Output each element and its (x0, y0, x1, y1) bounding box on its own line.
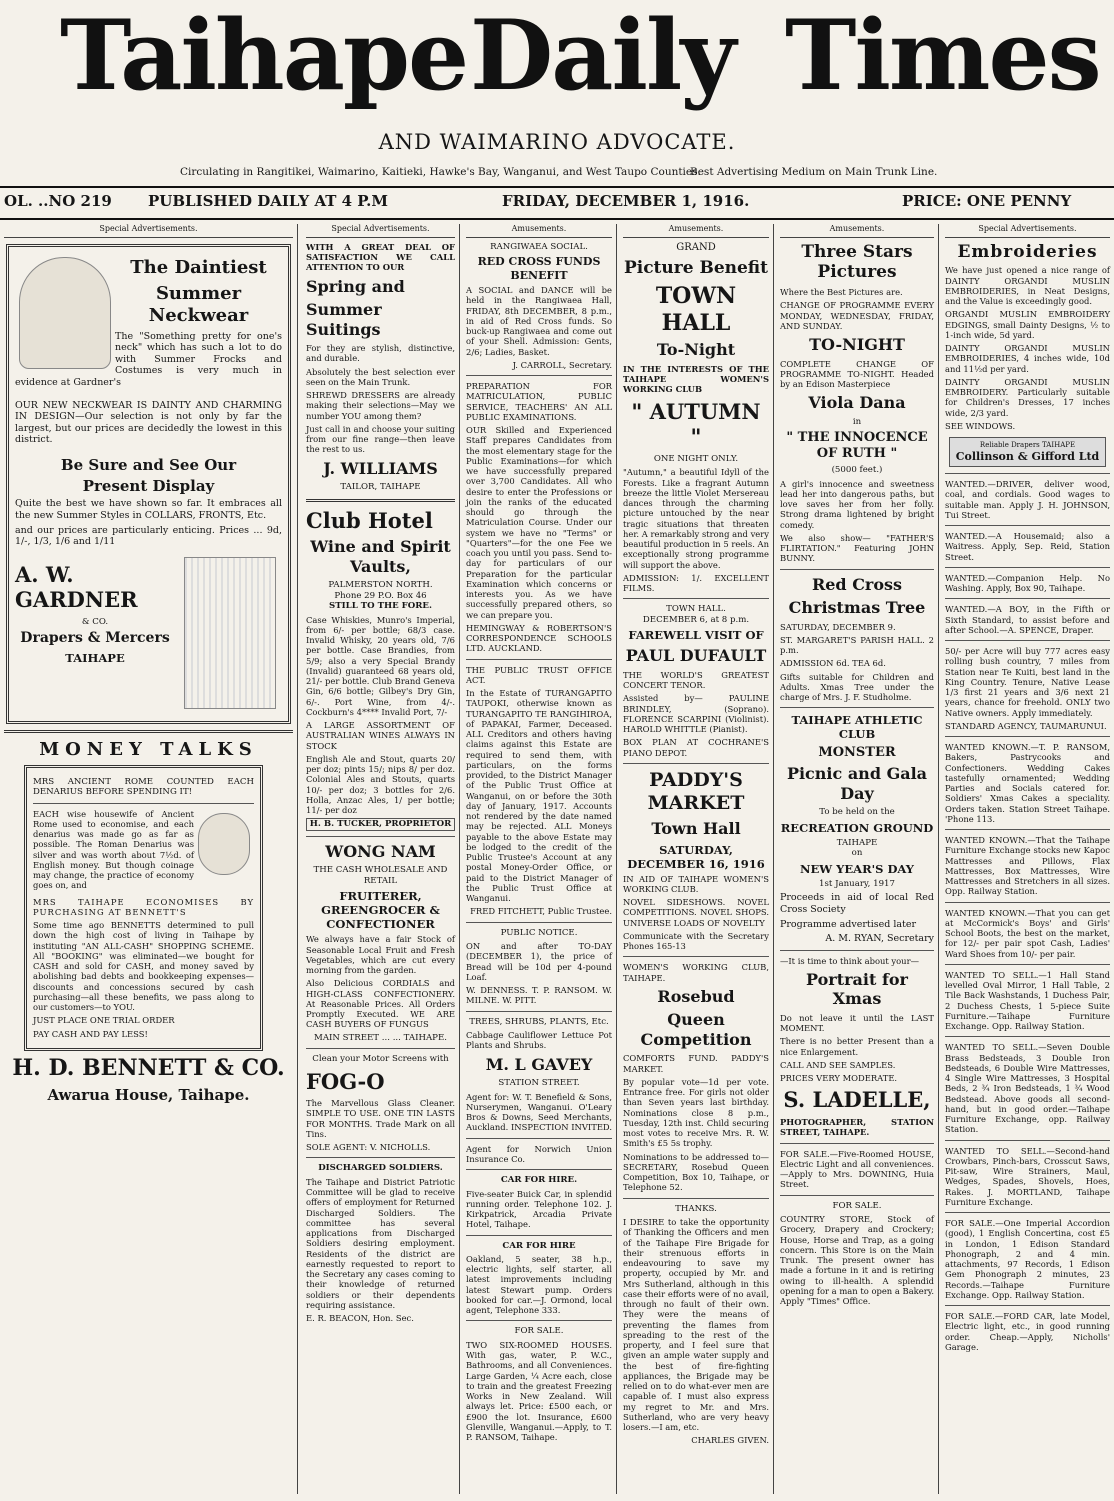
embroideries-heading: Embroideries (957, 241, 1098, 262)
for-sale-ford: FOR SALE.—FORD CAR, late Model, Electric light, etc., in good running order. Cheap.—Apply, Nicholls' Garage. (945, 1311, 1110, 1352)
innocence-heading: " THE INNOCENCE OF RUTH " (786, 430, 928, 462)
rule (466, 1169, 612, 1170)
wanted-sell-tools: WANTED TO SELL.—Second-hand Crowbars, Pinch-bars, Crosscut Saws, Pit-saw, Wire Strainers, Maul, Wedges, Spades, Shovels, Hoes, Rakes. J. MORTLAND, Taihape Furniture Exchange. (945, 1145, 1110, 1207)
fogo-heading: FOG-O (306, 1068, 385, 1094)
wanted-sell-beds: WANTED TO SELL.—Seven Double Brass Bedsteads, 3 Double Iron Bedsteads, 6 Double Wire Mattresses, 4 Single Wire Mattresses, 3 Hospital Beds, 2 ¾ Iron Bedsteads, 1 ¾ Wood Bedstead. Above goods all second-hand, but in good order.—Taihape Furniture Exchange, opp. Railway Station. (945, 1042, 1110, 1135)
prep-text: OUR Skilled and Experienced Staff prepares Candidates from the most elementary stage for the Public Examinations—for which we have successfully prepared over 3,700 Candidates. All who desire to enter the Professions or join the ranks of the educated should go through the Matriculation Course. Under our system we have no "Terms" or "Quarters"—for the one Fee we coach you until you pass. Send to-day for particulars of our Preparation for the particular Examination which concerns or interests you. As we have successfully prepared others, so we can prepare you. (466, 425, 612, 620)
column-heading: Amusements. (466, 224, 612, 238)
emb-text-4: DAINTY ORGANDI MUSLIN EMBROIDERY. Particularly suitable for Children's Dresses, 17 inches wide, 2/3 yard. (945, 376, 1110, 418)
ryan-sig: A. M. RYAN, Secretary (825, 933, 934, 945)
new-year-heading: NEW YEAR'S DAY (799, 861, 914, 876)
rule (945, 1305, 1110, 1306)
summer-suitings-heading: Summer Suitings (306, 300, 382, 339)
rule (466, 1320, 612, 1321)
column-5 (776, 224, 939, 1494)
rule (466, 375, 612, 376)
rome-heading: MRS ANCIENT ROME COUNTED EACH DENARIUS BEFORE SPENDING IT! (33, 776, 254, 798)
main-street: MAIN STREET ... ... TAIHAPE. (314, 1032, 447, 1043)
rule (945, 567, 1110, 568)
gardner-ad (6, 244, 291, 724)
to-be-held: To be held on the (819, 807, 895, 818)
admission-text: ADMISSION 6d. TEA 6d. (780, 658, 886, 669)
notice-heading: PUBLIC NOTICE. (500, 927, 578, 938)
column-heading: Special Advertisements. (4, 224, 293, 238)
present-display-heading: Present Display (82, 477, 215, 496)
town-hall-3: Town Hall (651, 819, 741, 839)
trial-order: JUST PLACE ONE TRIAL ORDER (33, 1015, 175, 1026)
cabbage-text: Cabbage Cauliflower Lettuce Pot Plants and Shrubs. (466, 1030, 612, 1051)
logo-name: Collinson & Gifford Ltd (955, 449, 1100, 463)
rule (945, 473, 1110, 474)
wanted-known-ransom: WANTED KNOWN.—T. P. RANSOM, Bakers, Pastrycooks and Confectioners. Wedding Cakes tastefully ornamented; Wedding Parties and Socials catered for. Soldiers' Xmas Cakes a speciality. Orders taken. Station Street Taihape. 'Phone 113. (945, 742, 1110, 824)
rule (945, 1036, 1110, 1037)
discharged-text: The Taihape and District Patriotic Committee will be glad to receive offers of employment for Returned Discharged Soldiers. The committee has several applications from Discharged Soldiers desiring employment. Residents of the district are earnestly requested to report to the Secretary any cases coming to their knowledge of returned soldiers or their dependents requiring assistance. (306, 1176, 455, 1310)
car-hire-text: Five-seater Buick Car, in splendid running order. Telephone 102. J. Kirkpatrick, Arcadia Private Hotel, Taihape. (466, 1188, 612, 1230)
for-sale-accordion: FOR SALE.—One Imperial Accordion (good), 1 English Concertina, cost £5 in London, 1 Edison Standard Phonograph, 2 and 4 min. attachments, 97 Records, 1 Edison Gem Phonograph 2 minutes, 23 Records.—Taihape Furniture Exchange. Opp. Railway Station. (945, 1218, 1110, 1300)
acres-ad: 50/- per Acre will buy 777 acres easy rolling bush country, 7 miles from Station near Te Kuiti, best land in the King Country. Tenure, Native Lease 1/3 first 21 years and 3/6 next 21 years, chance for freehold. ONLY two Native owners. Apply immediately. (945, 646, 1110, 718)
st-margaret-text: ST. MARGARET'S PARISH HALL. 2 p.m. (780, 634, 934, 656)
rule (33, 803, 254, 804)
prep-heading: PREPARATION FOR MATRICULATION, PUBLIC SERVICE, TEACHERS' AN ALL PUBLIC EXAMINATIONS. (466, 381, 612, 422)
roman-lady-illustration (198, 813, 250, 875)
rule (306, 1048, 455, 1049)
jan1-text: 1st January, 1917 (819, 878, 895, 889)
thanks-text: I DESIRE to take the opportunity of Thanking the Officers and men of the Taihape Fire Brigade for their strenuous efforts in endeavouring to save my property, occupied by Mr. and Mrs Sutherland, although in this case their efforts were of no avail, through no fault of their own. They were the means of preventing the flames from spreading to the rest of the property, and I feel sure that given an ample water supply and the best of fire-fighting appliances, the Brigade may be relied on to do what-ever men are capable of. I must also express my regret to Mr. and Mrs. Sutherland, who are very heavy losers.—I am, etc. (623, 1217, 769, 1433)
portrait-heading: Portrait for Xmas (806, 969, 908, 1009)
gardner-co: & CO. (81, 616, 109, 627)
queen-heading: Queen Competition (640, 1010, 752, 1049)
shrewd-text: SHREWD DRESSERS are already making their selections—May we number YOU among them? (306, 390, 455, 421)
wanted-known-furniture: WANTED KNOWN.—That the Taihape Furniture Exchange stocks new Kapoc Mattresses and Pillows, Flax Mattresses, Box Mattresses, Wire Mattresses and Stretchers in all sizes. Opp. Railway Station. (945, 835, 1110, 897)
grand-text: GRAND (676, 241, 716, 253)
rule (306, 1157, 455, 1158)
price: PRICE: ONE PENNY (902, 192, 1072, 210)
just-call-text: Just call in and choose your suiting from our fine range—then leave the rest to us. (306, 423, 456, 455)
rome-text: EACH wise housewife of Ancient Rome used to economise, and each denarius was made go as far as possible. The Roman Denarius was silver and was worth about 7½d. of English money. But though coinage may change, the practice of economy goes on, and (33, 808, 194, 891)
where-text: Where the Best Pictures are. (780, 287, 903, 298)
fruit-text: We always have a fair Stock of Seasonable Local Fruit and Fresh Vegetables, which are cut every morning from the garden. (306, 934, 455, 976)
rule (945, 829, 1110, 830)
better-text: There is no better Present than a nice Enlargement. (780, 1036, 934, 1057)
carroll-sig: J. CARROLL, Secretary. (512, 359, 612, 370)
one-night-text: ONE NIGHT ONLY. (653, 453, 739, 464)
rule (780, 950, 934, 951)
for-sale-heading: FOR SALE. (514, 1326, 564, 1337)
red-cross-heading: Red Cross (811, 574, 903, 594)
best-medium-line: Best Advertising Medium on Main Trunk Line. (690, 166, 938, 178)
rule (945, 1140, 1110, 1141)
williams-name: J. WILLIAMS (323, 458, 438, 478)
quite-text: Quite the best we have shown so far. It embraces all the new Summer Styles in COLLARS, FRONTS, Etc. (15, 498, 282, 521)
monster-heading: MONSTER (818, 744, 896, 760)
rule (945, 525, 1110, 526)
autumn-text: "Autumn," a beautiful Idyll of the Forests. Like a fragrant Autumn breeze the little Violet Mersereau dances through the charming picture untouched by the near tragic situations that threaten her. A remarkably strong and very beautiful production in 5 reels. An exceptionally strong programme will support the above. (623, 467, 769, 570)
taihape-text: TAIHAPE (836, 837, 878, 848)
girls-text: A girl's innocence and sweetness lead her into dangerous paths, but love saves her from her folly. Strong drama lightened by bright comedy. (780, 478, 934, 530)
ladelle-heading: S. LADELLE, (783, 1087, 931, 1113)
proceeds-text: Proceeds in aid of local Red Cross Society (780, 892, 934, 915)
column-heading: Amusements. (780, 224, 934, 238)
for-sale-house: FOR SALE.—Five-Roomed HOUSE, Electric Light and all conveniences.—Apply to Mrs. DOWNING, Huia Street. (780, 1148, 934, 1190)
car-hire-heading: CAR FOR HIRE. (500, 1175, 578, 1186)
trees-heading: TREES, SHRUBS, PLANTS, Etc. (469, 1016, 609, 1027)
gavey-agent: Agent for: W. T. Benefield & Sons, Nurserymen, Wanganui. O'Leary Bros & Downs, Seed Merchants, Auckland. INSPECTION INVITED. (466, 1091, 613, 1133)
neckwear-title-2: Summer Neckwear (148, 282, 249, 326)
volume-number: OL. ..NO 219 (4, 192, 112, 210)
autumn-heading: " AUTUMN " (631, 398, 761, 450)
bennett-address: Awarua House, Taihape. (47, 1085, 250, 1104)
for-sale-heading: FOR SALE. (832, 1200, 882, 1211)
neckwear-text: The "Something pretty for one's neck" which has such a lot to do with Summer Frocks and Costumes is very much in evidence at Gardner's (15, 330, 282, 388)
rule (306, 836, 455, 837)
subtitle: AND WAIMARINO ADVOCATE. (378, 130, 736, 154)
gardner-name: A. W. GARDNER (15, 561, 138, 613)
fruiterer-heading: FRUITERER, GREENGROCER & CONFECTIONER (321, 889, 440, 932)
column-6 (941, 224, 1114, 1494)
popular-vote-text: By popular vote—1d per vote. Entrance free. For girls not older than Seven years last birthday. Nominations close 8 p.m., Tuesday, 12th inst. Child securing most votes to receive Mrs. R. W. Smith's £5 5s trophy. (623, 1076, 769, 1149)
aid-text: IN AID OF TAIHAPE WOMEN'S WORKING CLUB. (623, 873, 769, 894)
red-cross-benefit-heading: RED CROSS FUNDS BENEFIT (477, 255, 601, 282)
wanted-sell-hall: WANTED TO SELL.—1 Hall Stand levelled Oval Mirror, 1 Hall Table, 2 Tile Back Washstands, 1 Duchess Pair, 2 Duchess Chests, 1 5-piece Suite Furniture.—Taihape Furniture Exchange. Opp. Railway Station. (945, 969, 1110, 1032)
column-heading: Special Advertisements. (945, 224, 1110, 238)
hemingway-sig: HEMINGWAY & ROBERTSON'S CORRESPONDENCE SCHOOLS LTD. AUCKLAND. (466, 622, 612, 654)
bacon-sig: E. R. BEACON, Hon. Sec. (306, 1313, 414, 1324)
programme-text: Programme advertised later (780, 918, 917, 930)
spring-heading: Spring and (306, 276, 405, 296)
title-taihape: Taihape (60, 0, 468, 112)
ales-text: English Ale and Stout, quarts 20/ per doz; pints 15/; nips 8/ per doz. Colonial Ales and Stouts, quarts 10/- per doz; 3 bottles for 2/6. Holla, Anzac Ales, 1/ per bottle; 11/- per doz (306, 753, 455, 816)
wanted-companion: WANTED.—Companion Help. No Washing. Apply, Box 90, Taihape. (945, 572, 1110, 594)
column-3 (462, 224, 617, 1494)
dateline (0, 192, 1114, 214)
sat16-text: SATURDAY, DECEMBER 16, 1916 (627, 842, 765, 871)
see-windows: SEE WINDOWS. (945, 420, 1016, 431)
social-text: A SOCIAL and DANCE will be held in the Rangiwaea Hall, FRIDAY, 8th DECEMBER, 8 p.m., in aid of Red Cross funds. So buck-up Rangiwaea and come out of your Shell. Admission: Gents, 2/6; Ladies, Basket. (466, 285, 612, 357)
gavey-name: M. L GAVEY (485, 1054, 593, 1074)
issue-date: FRIDAY, DECEMBER 1, 1916. (502, 192, 750, 210)
nominations-text: Nominations to be addressed to—SECRETARY, Rosebud Queen Competition, Box 10, Taihape, or Telephone 52. (623, 1151, 769, 1193)
complete-text: COMPLETE CHANGE OF PROGRAMME TO-NIGHT. Headed by an Edison Masterpiece (780, 358, 934, 390)
change-text: CHANGE OF PROGRAMME EVERY MONDAY, WEDNESDAY, FRIDAY, AND SUNDAY. (780, 300, 934, 331)
dec6-text: DECEMBER 6, at 8 p.m. (642, 614, 750, 625)
rule (466, 1138, 612, 1139)
published-time: PUBLISHED DAILY AT 4 P.M (148, 192, 388, 210)
tonight-heading: TO-NIGHT (809, 335, 905, 355)
norwich-text: Agent for Norwich Union Insurance Co. (466, 1143, 612, 1164)
tucker-name: H. B. TUCKER, PROPRIETOR (306, 818, 455, 830)
emb-text-3: DAINTY ORGANDI MUSLIN EMBROIDERIES, 4 inches wide, 10d and 11½d per yard. (945, 343, 1110, 374)
masthead-rule (0, 186, 1114, 188)
column-heading: Amusements. (623, 224, 769, 238)
column-heading: Special Advertisements. (306, 224, 455, 238)
picture-benefit-heading: Picture Benefit (623, 257, 769, 278)
rule (945, 640, 1110, 641)
gardner-town: TAIHAPE (65, 650, 125, 665)
three-stars-heading: Three Stars Pictures (801, 241, 913, 283)
column-1 (0, 224, 298, 1494)
rule (623, 956, 769, 957)
lady-illustration (19, 257, 111, 369)
on-text: on (851, 848, 863, 859)
rule (466, 1011, 612, 1012)
wine-spirit-heading: Wine and Spirit Vaults, (310, 537, 451, 576)
call-text: CALL AND SEE SAMPLES. (780, 1059, 896, 1070)
box-plan: BOX PLAN AT COCHRANE'S PIANO DEPOT. (623, 737, 769, 758)
column-2 (302, 224, 460, 1494)
feet-text: (5000 feet.) (831, 465, 883, 476)
assortment-text: A LARGE ASSORTMENT OF AUSTRALIAN WINES ALWAYS IN STOCK (306, 720, 455, 751)
dateline-rule (0, 218, 1114, 220)
comforts-text: COMFORTS FUND. PADDY'S MARKET. (623, 1053, 769, 1074)
rule (945, 736, 1110, 737)
bennett-ad (24, 765, 263, 1051)
communicate-text: Communicate with the Secretary Phones 165-13 (623, 930, 769, 952)
divider (306, 499, 455, 502)
gardner-drapers: Drapers & Mercers (20, 630, 170, 647)
tenor-text: THE WORLD'S GREATEST CONCERT TENOR. (623, 669, 769, 691)
emb-text-2: ORGANDI MUSLIN EMBROIDERY EDGINGS, small Dainty Designs, ½ to 1-inch wide, 5d yard. (945, 309, 1110, 340)
interests-text: IN THE INTERESTS OF THE TAIHAPE WOMEN'S WORKING CLUB (623, 363, 769, 395)
discharged-heading: DISCHARGED SOLDIERS. (318, 1163, 443, 1174)
gifts-text: Gifts suitable for Children and Adults. Xmas Tree under the charge of Mrs. J. F. Studholme. (780, 671, 934, 703)
town-hall-2: TOWN HALL. (666, 604, 726, 615)
given-sig: CHARLES GIVEN. (691, 1435, 769, 1446)
be-sure-heading: Be Sure and See Our (60, 455, 237, 474)
wanted-housemaid: WANTED.—A Housemaid; also a Waitress. Apply, Sep. Reid, Station Street. (945, 531, 1110, 562)
absolutely-text: Absolutely the best selection ever seen on the Main Trunk. (306, 366, 455, 387)
liquor-list: Case Whiskies, Munro's Imperial, from 6/- per bottle; 68/3 case. Invalid Whisky, 20 years old, 7/6 per bottle. Case Brandies, from 5/9; also a very Special Brandy (Invalid) guaranteed 68 years old, 21/- per bottle. Club Brand Geneva Gin, 6/6 bottle; Gilbey's Dry Gin, 6/-. Port Wine, from 4/-. Cockburn's 4**** Invalid Port, 7/- (306, 614, 455, 717)
country-store-text: COUNTRY STORE, Stock of Grocery, Drapery and Crockery; House, Horse and Trap, as a going concern. This Store is on the Main Trunk. The present owner has made a fortune in it and is retiring owing to ill-health. A splendid opening for a man to open a Bakery. Apply "Times" Office. (780, 1214, 934, 1307)
rule (780, 1143, 934, 1144)
wong-nam-heading: WONG NAM (325, 841, 436, 861)
wanted-known-boots: WANTED KNOWN.—That you can get at McCormick's Boys' and Girls' School Boots, the best on the market, for 12/- per pair spot Cash, Ladies' Ward Shoes from 10/- per pair. (945, 907, 1110, 959)
rule (780, 1195, 934, 1196)
prices-text: and our prices are particularly enticing. Prices ... 9d, 1/-, 1/3, 1/6 and 1/11 (15, 524, 282, 548)
in-text: in (852, 417, 862, 427)
rome-economises: MRS TAIHAPE ECONOMISES BY PURCHASING AT BENNETT'S (33, 896, 254, 917)
athletic-heading: TAIHAPE ATHLETIC CLUB (791, 713, 923, 742)
rule (780, 569, 934, 570)
also-text: We also show— "FATHER'S FLIRTATION." Featuring JOHN BUNNY. (780, 532, 934, 564)
gavey-station: STATION STREET. (498, 1078, 580, 1089)
rangiwaea-heading: RANGIWAEA SOCIAL. (490, 241, 588, 252)
rule (623, 1198, 769, 1199)
rule (623, 598, 769, 599)
rule (466, 1235, 612, 1236)
clean-screens: Clean your Motor Screens with (312, 1054, 449, 1065)
cordials-text: Also Delicious CORDIALS and HIGH-CLASS CONFECTIONERY. At Reasonable Prices. All Orders Promptly Executed. WE ARE CASH BUYERS OF FUNGUS (306, 978, 455, 1030)
assisted-text: Assisted by— PAULINE BRINDLEY, (Soprano). FLORENCE SCARPINI (Violinist). HAROLD WHITTLE (Pianist). (623, 693, 769, 735)
womens-club-text: WOMEN'S WORKING CLUB, TAIHAPE. (623, 962, 769, 983)
rule (945, 1212, 1110, 1213)
notice-text: ON and after TO-DAY (DECEMBER 1), the price of Bread will be 10d per 4-pound Loaf. (466, 941, 612, 982)
phone-text: Phone 29 P.O. Box 46 (334, 590, 427, 601)
do-not-text: Do not leave it until the LAST MOMENT. (780, 1012, 934, 1034)
collar-illustration (184, 557, 276, 709)
palmerston-text: PALMERSTON NORTH. (328, 580, 433, 591)
rule (945, 902, 1110, 903)
viola-heading: Viola Dana (808, 393, 906, 413)
rule (466, 922, 612, 923)
fogo-text: The Marvellous Glass Cleaner. SIMPLE TO USE. ONE TIN LASTS FOR MONTHS. Trade Mark on all Tins. (306, 1098, 455, 1139)
money-talks-heading: MONEY TALKS (39, 738, 258, 760)
xmas-tree-heading: Christmas Tree (788, 598, 926, 618)
standard-agency: STANDARD AGENCY, TAUMARUNUI. (945, 720, 1107, 731)
saturday-text: SATURDAY, DECEMBER 9. (780, 621, 896, 632)
williams-tailor: TAILOR, TAIHAPE (340, 482, 421, 493)
wanted-driver: WANTED.—DRIVER, deliver wood, coal, and cordials. Good wages to suitable man. Apply J. H. JOHNSON, Tui Street. (945, 479, 1110, 520)
rule (623, 763, 769, 764)
tonight-heading: To-Night (656, 340, 736, 360)
rome-scheme-text: Some time ago BENNETTS determined to pull down the high cost of living in Taihape by instituting "AN ALL-CASH" SHOPPING SCHEME. All "BOOKING" was eliminated—we bought for CASH and sold for CASH, and money saved by abolishing bad debts and bookkeeping expenses—discounts and concessions secured by cash purchasing—all these benefits, we pass along to our customers—to YOU. (33, 920, 254, 1013)
stylish-text: For they are stylish, distinctive, and durable. (306, 343, 455, 364)
recreation-heading: RECREATION GROUND (780, 820, 934, 835)
neckwear-text-2: OUR NEW NECKWEAR IS DAINTY AND CHARMING IN DESIGN—Our selection is not only by far the largest, but our prices are decidedly the lowest in this district. (15, 399, 282, 446)
title-daily: Daily (470, 0, 735, 112)
farewell-heading: FAREWELL VISIT OF (628, 628, 764, 643)
emb-text-1: We have just opened a nice range of DAINTY ORGANDI MUSLIN EMBROIDERIES, in Neat Designs, and the Value is exceedingly good. (945, 265, 1110, 307)
cash-wholesale: THE CASH WHOLESALE AND RETAIL (313, 865, 448, 886)
rule (945, 964, 1110, 965)
paddys-market-heading: PADDY'S MARKET (647, 768, 745, 814)
title-times: Times (785, 0, 1100, 112)
club-hotel-heading: Club Hotel (306, 507, 433, 533)
rosebud-heading: Rosebud (657, 986, 735, 1006)
wanted-boy: WANTED.—A BOY, in the Fifth or Sixth Standard, to assist before and after School.—A. SPENCE, Draper. (945, 604, 1110, 635)
divider (4, 730, 293, 733)
trust-text: In the Estate of TURANGAPITO TAUPOKI, otherwise known as TURANGAPITO TE RANGIHIROA, of PAPAKAI, Farmer, Deceased. ALL Creditors and others having claims against this Estate are required to send them, with particulars, on the forms provided, to the District Manager of the Public Trust Office at Wanganui, on or before the 30th day of January, 1917. Accounts not rendered by the date named may be rejected. ALL Moneys payable to the above Estate may be lodged to the credit of the Public Trustee's Account at any postal Money-Order Office, or paid to the District Manager of the Public Trust Office at Wanganui. (466, 688, 612, 904)
prices-text: PRICES VERY MODERATE. (780, 1073, 898, 1084)
neckwear-title-1: The Daintiest (130, 256, 267, 278)
circulation-line: Circulating in Rangitikei, Waimarino, Kaitieki, Hawke's Bay, Wanganui, and West Taupo Counties. (180, 166, 701, 178)
thanks-heading: THANKS. (675, 1203, 717, 1214)
oakland-text: Oakland, 5 seater, 38 h.p., electric lights, self starter, all latest improvements including latest Stewart pump. Orders booked for car.—J. Ormond, local agent, Telephone 333. (466, 1253, 612, 1316)
bakers-names: W. DENNESS. T. P. RANSOM. W. MILNE. W. PITT. (466, 985, 612, 1006)
pay-cash: PAY CASH AND PAY LESS! (33, 1028, 148, 1039)
rule (780, 707, 934, 708)
logo-sub: Reliable Drapers TAIHAPE (979, 441, 1076, 450)
houses-text: TWO SIX-ROOMED HOUSES. With gas, water, P. W.C., Bathrooms, and all Conveniences. Large Garden, ¼ Acre each, close to train and the greatest Freezing Works in New Zealand. Will always let. Price: £500 each, or £900 the lot. Insurance, £600 Glenville, Wanganui.—Apply, to T. P. RANSOM, Taihape. (466, 1339, 612, 1443)
car-hire-heading-2: CAR FOR HIRE (502, 1240, 576, 1251)
novel-text: NOVEL SIDESHOWS. NOVEL COMPETITIONS. NOVEL SHOPS. UNIVERSE LOADS OF NOVELTY (623, 897, 769, 928)
still-fore: STILL TO THE FORE. (329, 601, 432, 612)
it-is-text: —It is time to think about your— (780, 955, 919, 966)
rule (466, 659, 612, 660)
bennett-name: H. D. BENNETT & CO. (12, 1054, 285, 1081)
collinson-logo (949, 437, 1106, 467)
admission-text: ADMISSION: 1/. EXCELLENT FILMS. (623, 572, 769, 594)
fitchett-sig: FRED FITCHETT, Public Trustee. (470, 906, 612, 917)
trust-heading: THE PUBLIC TRUST OFFICE ACT. (466, 664, 612, 685)
sole-agent: SOLE AGENT: V. NICHOLLS. (306, 1142, 431, 1153)
dufault-heading: PAUL DUFAULT (625, 646, 767, 666)
column-4 (619, 224, 774, 1494)
picnic-heading: Picnic and Gala Day (786, 764, 928, 803)
rule (945, 598, 1110, 599)
satis-text: WITH A GREAT DEAL OF SATISFACTION WE CALL ATTENTION TO OUR (306, 241, 455, 273)
town-hall-heading: TOWN HALL (655, 282, 737, 336)
photographer-text: PHOTOGRAPHER, STATION STREET, TAIHAPE. (780, 1117, 934, 1138)
